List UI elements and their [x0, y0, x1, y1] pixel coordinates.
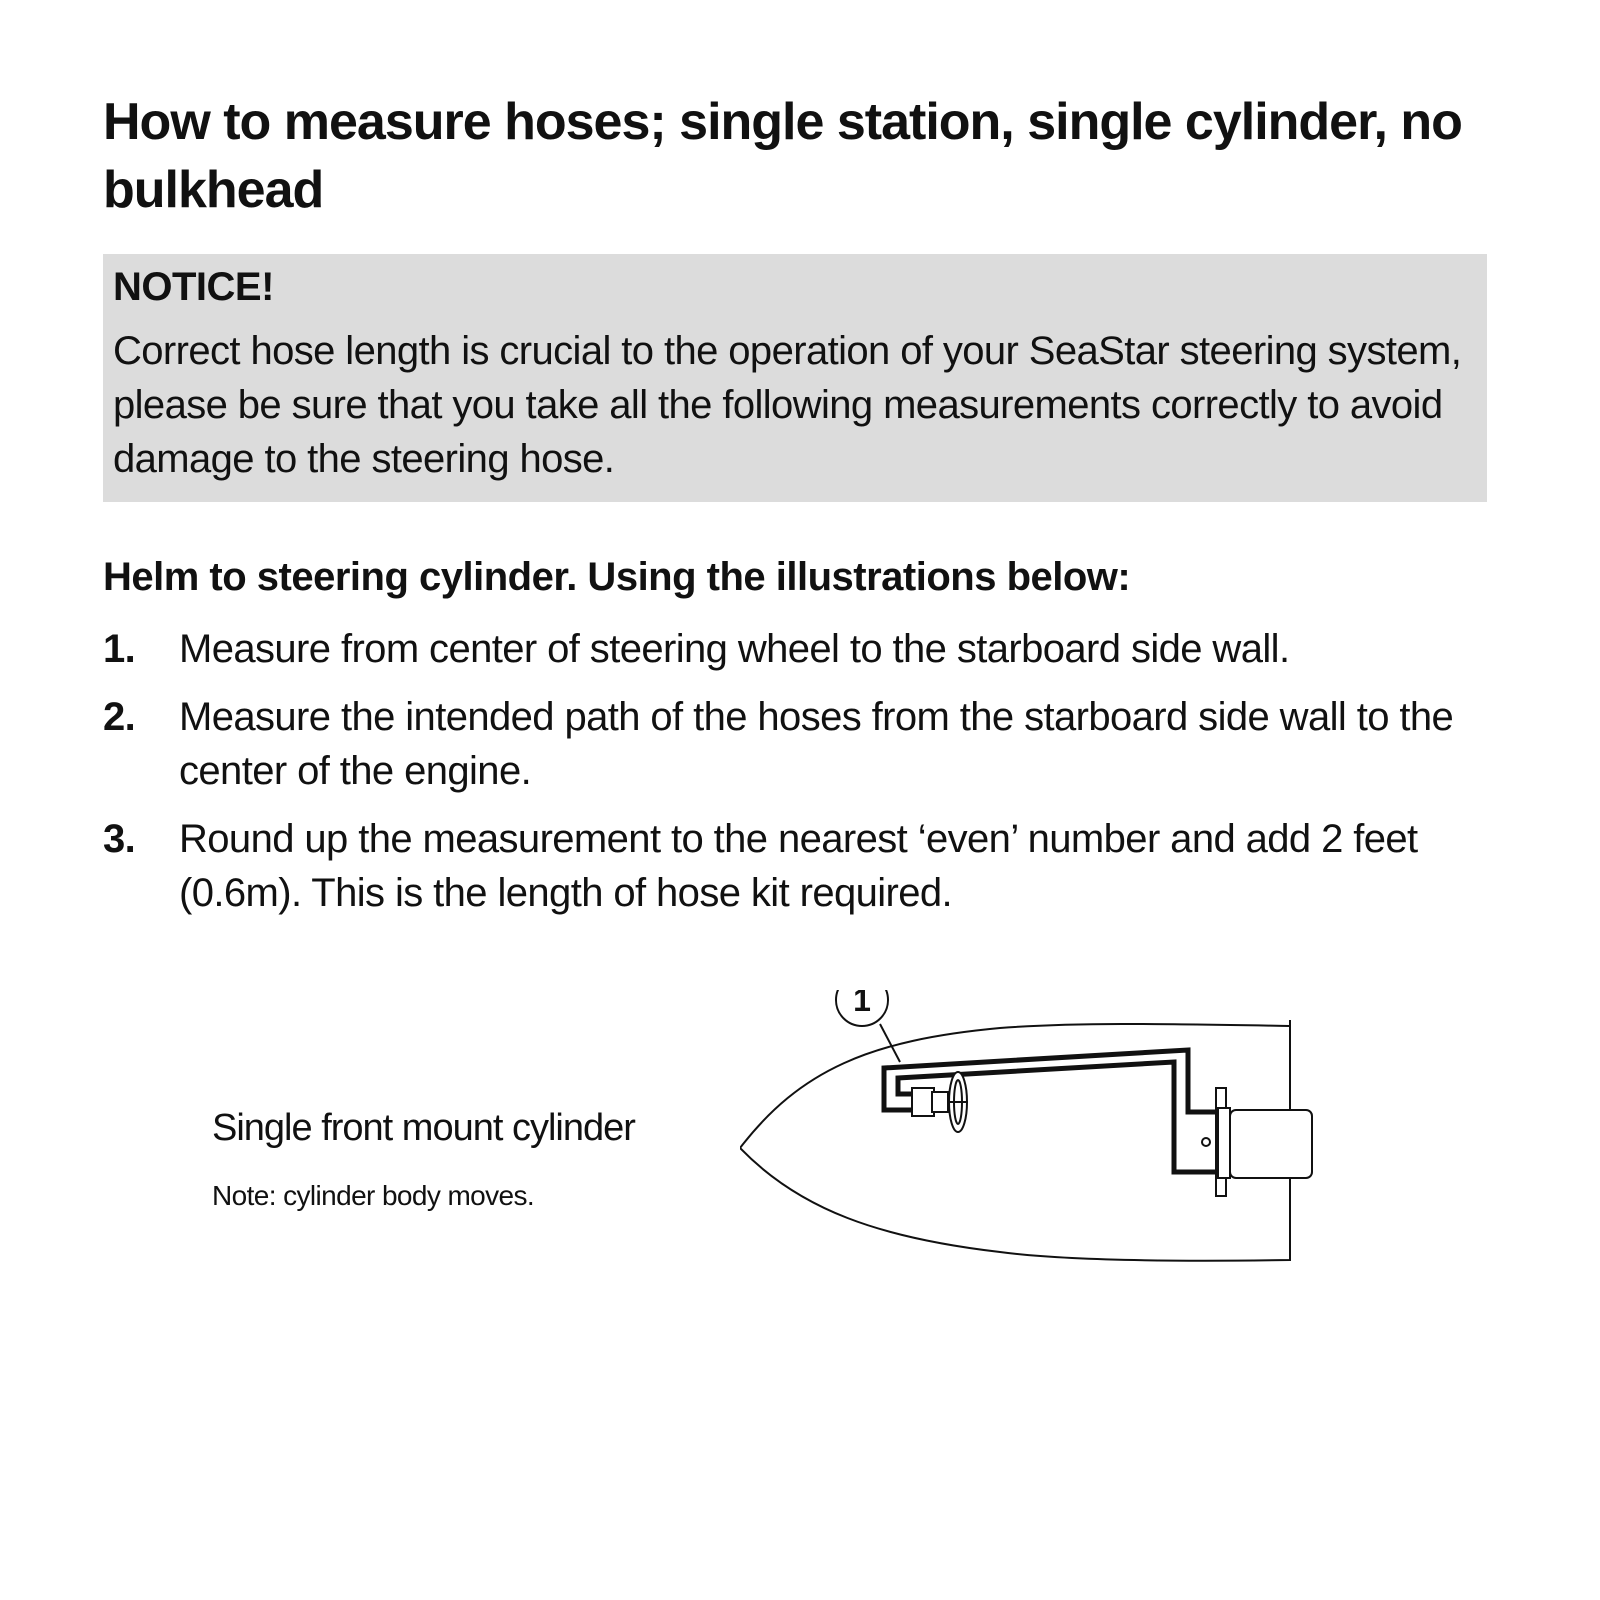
- callout-label: 1: [853, 990, 871, 1018]
- figure-note: Note: cylinder body moves.: [212, 1180, 535, 1211]
- step-text: Measure the intended path of the hoses from the starboard side wall to the center of the engine.: [179, 695, 1454, 793]
- notice-box: [103, 254, 1487, 502]
- notice-body: Correct hose length is crucial to the operation of your SeaStar steering system, please be sure that you take all the following measurements correctly to avoid damage to the steering hose.: [113, 329, 1462, 481]
- section-heading: Helm to steering cylinder. Using the illustrations below:: [103, 555, 1131, 599]
- helm-unit: [912, 1088, 934, 1116]
- helm-base: [932, 1092, 948, 1112]
- notice-heading: NOTICE!: [113, 265, 274, 309]
- step-number: 3.: [103, 817, 136, 861]
- step-text: Round up the measurement to the nearest ‘even’ number and add 2 feet (0.6m). This is the length of hose kit required.: [179, 817, 1418, 915]
- engine: [1230, 1110, 1312, 1178]
- list-item: [103, 812, 1503, 920]
- boat-illustration: [740, 990, 1360, 1310]
- step-number: 2.: [103, 695, 136, 739]
- list-item: [103, 690, 1503, 798]
- page-title: How to measure hoses; single station, single cylinder, no bulkhead: [103, 93, 1462, 219]
- hose-inner: [898, 1062, 1218, 1172]
- figure-caption: Single front mount cylinder: [212, 1107, 635, 1149]
- step-number: 1.: [103, 627, 136, 671]
- steps-list: [103, 622, 1503, 934]
- list-item: [103, 622, 1503, 676]
- step-text: Measure from center of steering wheel to the starboard side wall.: [179, 627, 1290, 671]
